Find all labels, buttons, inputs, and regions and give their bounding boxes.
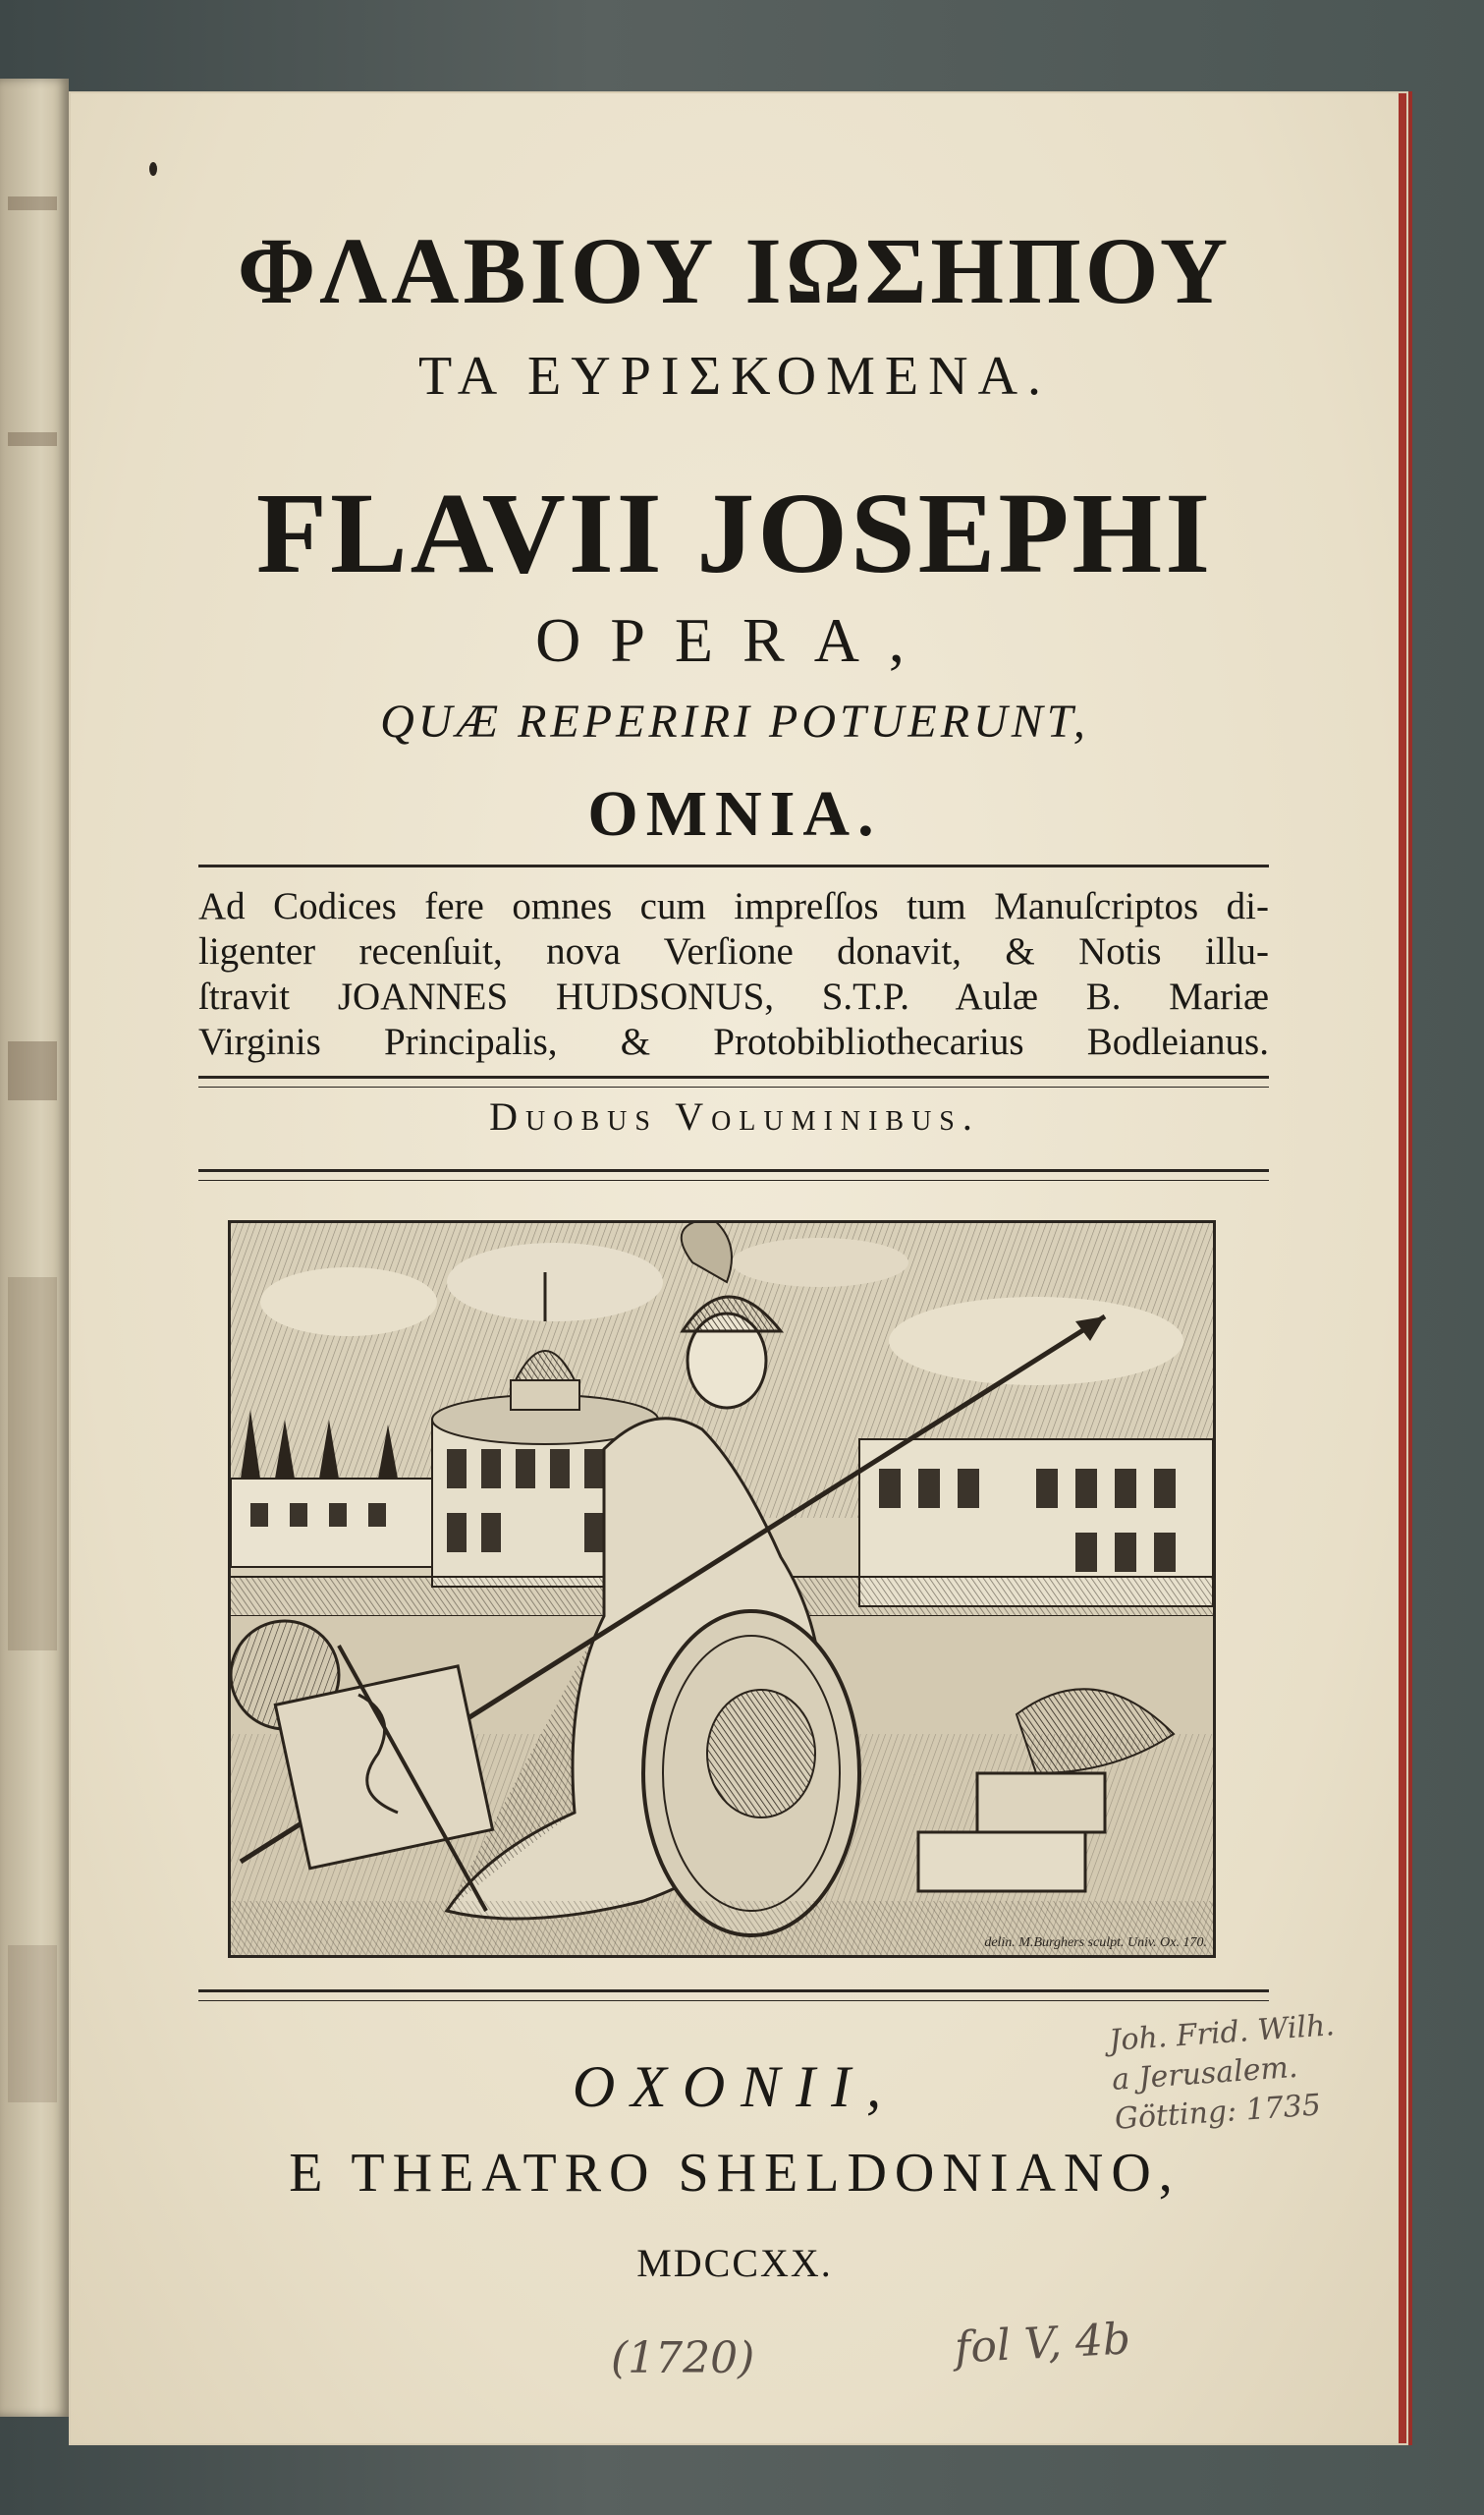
opera-line: OPERA, <box>535 605 934 675</box>
title-page <box>71 93 1406 2443</box>
rule-middle <box>198 1076 1269 1088</box>
imprint-year: MDCCXX. <box>636 2241 833 2285</box>
omnia-line: OMNIA. <box>587 778 882 850</box>
owner-line: Joh. Frid. Wilh. <box>1108 2008 1336 2059</box>
handwritten-shelfmark: fol V, 4b <box>953 2314 1132 2374</box>
description-line: ſtravit JOANNES HUDSONUS, S.T.P. Aulæ B. Mariæ <box>198 976 1269 1018</box>
plate-credit: delin. M.Burghers sculpt. Univ. Ox. 170. <box>984 1935 1207 1950</box>
greek-title-line1: ΦΛΑΒΙΟΥ ΙΩΣΗΠΟΥ <box>237 218 1233 323</box>
handwritten-date: (1720) <box>611 2333 755 2383</box>
latin-title: FLAVII JOSEPHI <box>255 469 1214 597</box>
rule-top <box>198 865 1269 867</box>
imprint-place: OXONII, <box>572 2054 898 2119</box>
engraving-illustration <box>231 1223 1213 1955</box>
greek-title-line2: ΤΑ ΕΥΡΙΣΚΟΜΕΝΑ. <box>417 346 1052 407</box>
description-paragraph <box>198 884 1269 1065</box>
imprint-press: E THEATRO SHELDONIANO, <box>289 2143 1181 2204</box>
engraving-plate <box>228 1220 1216 1958</box>
quae-line: QUÆ REPERIRI POTUERUNT, <box>380 696 1089 748</box>
owner-line: Götting: 1735 <box>1113 2088 1322 2137</box>
volumes-line: Duobus Voluminibus. <box>489 1094 980 1139</box>
rule-imprint <box>198 1989 1269 2001</box>
rule-lower <box>198 1169 1269 1181</box>
description-line: Virginis Principalis, & Protobibliothecarius Bodleianus. <box>198 1021 1269 1063</box>
description-line: Ad Codices fere omnes cum impreſſos tum Manuſcriptos di- <box>198 885 1269 927</box>
description-line: ligenter recenſuit, nova Verſione donavit, & Notis illu- <box>198 930 1269 973</box>
facing-page-edge <box>0 79 69 2417</box>
handwritten-owner-note <box>1108 2006 1342 2140</box>
ink-spot <box>149 162 157 176</box>
owner-line: a Jerusalem. <box>1111 2049 1299 2097</box>
